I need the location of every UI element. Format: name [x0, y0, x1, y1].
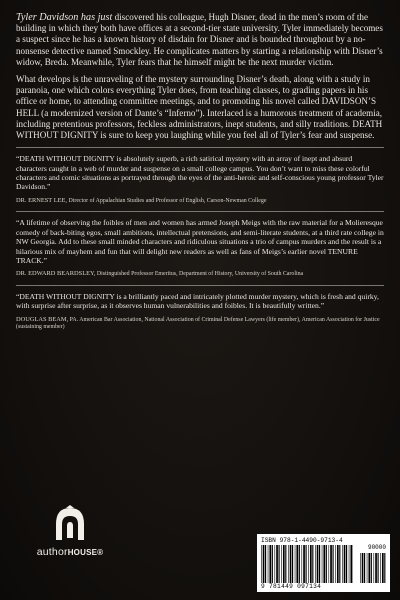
- barcode-bar: [344, 545, 346, 583]
- barcode-bar: [339, 545, 340, 583]
- addon-barcode-bars: [360, 553, 386, 583]
- barcode-bar: [283, 545, 285, 583]
- barcode-bar: [337, 545, 339, 583]
- barcode-bar: [317, 545, 319, 583]
- barcode-bar: [349, 545, 350, 583]
- reviewer-title: PA. American Bar Association, National Association of Criminal Defense Lawyers (life member), American Association for Justice (sustaining member): [16, 316, 380, 331]
- price-code: 90000: [367, 544, 386, 551]
- barcode-bar: [346, 545, 347, 583]
- synopsis-p1-text: discovered his colleague, Hugh Disner, dead in the men’s room of the building in which they both have offices at a second-tier state university. Tyler immediately becomes a suspect since he has a known history of disdain for Disner and is bounded throughout by a no-nonsense detective named Smockley. He complicates matters by starting a relationship with Disner’s widow, Breda. Meanwhile, Tyler fears that he himself might be the next murder victim.: [16, 12, 383, 67]
- barcode-bar: [276, 545, 278, 583]
- barcode-bar: [322, 545, 323, 583]
- barcode-bar: [335, 545, 336, 583]
- barcode-bar: [272, 545, 273, 583]
- review-attribution: [16, 316, 384, 332]
- barcode-bar: [378, 553, 379, 583]
- barcode-bar: [360, 553, 361, 583]
- divider: [16, 285, 384, 286]
- barcode-bar: [279, 545, 280, 583]
- authorhouse-logo-icon: [52, 504, 88, 544]
- isbn-label: ISBN 978-1-4490-9713-4: [261, 537, 343, 544]
- barcode-bar: [268, 545, 269, 583]
- synopsis-lead: Tyler Davidson has just: [16, 12, 113, 23]
- barcode-bar: [350, 545, 352, 583]
- barcode-bar: [288, 545, 289, 583]
- divider: [16, 147, 384, 148]
- barcode-bar: [374, 553, 375, 583]
- reviewer-name: DOUGLAS BEAM,: [16, 315, 69, 323]
- barcode-bar: [323, 545, 325, 583]
- barcode-bar: [303, 545, 305, 583]
- barcode-bar: [265, 545, 266, 583]
- barcode-bar: [375, 553, 377, 583]
- review-quote: “A lifetime of observing the foibles of men and women has armed Joseph Meigs with the raw material for a Molieresque comedy of back-biting egos, small ambitions, intellectual pretensions, and semi-literate students, at a third rate college in NW Georgia. Add to these small minded characters and ridiculous situations a trio of campus murders and the result is a hilarious mix of mayhem and fun that will delight new readers as well as fans of Meigs’s earlier novel TENURE TRACK.”: [16, 218, 384, 266]
- review-attribution: [16, 270, 384, 279]
- publisher-name: authorHOUSE®: [36, 546, 104, 558]
- barcode-bar: [310, 545, 312, 583]
- barcode-bar: [319, 545, 320, 583]
- synopsis-paragraph-2: What develops is the unraveling of the mystery surrounding Disner’s death, along with a study in paranoia, one which colors everything Tyler does, from teaching classes, to grading papers in his office or home, to attending committee meetings, and to promoting his novel called DAVIDSON’S HELL (a modernized version of Dante’s “Inferno”). Interlaced is a humorous treatment of academia, including pretentious professors, feckless administrators, inept students, and silly traditions. DEATH WITHOUT DIGNITY is sure to keep you laughing while you feel all of Tyler’s fear and suspense.: [16, 74, 383, 141]
- barcode-bar: [362, 553, 364, 583]
- barcode-bar: [290, 545, 292, 583]
- reviewer-title: Distinguished Professor Emeritus, Department of History, University of South Carolina: [95, 271, 304, 278]
- barcode-bar: [384, 553, 385, 583]
- barcode-bar: [263, 545, 265, 583]
- barcode-bar: [306, 545, 307, 583]
- barcode-bar: [285, 545, 286, 583]
- barcode-bar: [281, 545, 282, 583]
- barcode-bar: [261, 545, 262, 583]
- barcode-bar: [368, 553, 370, 583]
- barcode-bar: [367, 553, 368, 583]
- barcode-bar: [333, 545, 334, 583]
- barcode-bar: [330, 545, 332, 583]
- publisher-logo: [30, 504, 110, 558]
- reviewer-name: DR. ERNEST LEE,: [16, 196, 68, 204]
- barcode-bar: [275, 545, 276, 583]
- barcode-bar: [371, 553, 372, 583]
- barcode-bar: [302, 545, 303, 583]
- barcode-bar: [308, 545, 309, 583]
- barcode: [257, 534, 390, 592]
- barcode-bar: [292, 545, 293, 583]
- barcode-bar: [295, 545, 296, 583]
- reviewer-title: Director of Appalachian Studies and Professor of English, Carson-Newman College: [67, 197, 267, 204]
- barcode-bar: [329, 545, 330, 583]
- review-attribution: [16, 197, 384, 206]
- ean-barcode-bars: [261, 545, 353, 583]
- review-quote: “DEATH WITHOUT DIGNITY is a brilliantly paced and intricately plotted murder mystery, which is fresh and quirky, with surprise after surprise, as it observes human vulnerabilities and foibles. It is beautifully written.”: [16, 292, 379, 311]
- barcode-bar: [364, 553, 365, 583]
- reviewer-name: DR. EDWARD BEARDSLEY,: [16, 270, 96, 278]
- barcode-bar: [299, 545, 300, 583]
- barcode-bar: [382, 553, 384, 583]
- synopsis-paragraph-1: [16, 12, 384, 68]
- review-quote: “DEATH WITHOUT DIGNITY is absolutely superb, a rich satirical mystery with an array of inept and absurd characters caught in a web of murder and suspense on a small college campus. You don’t want to miss these colorful characters and comic situations as portrayed through the eyes of the anti-heroic and self-conscious young professor Tyler Davidson.”: [16, 154, 384, 192]
- divider: [16, 211, 384, 212]
- barcode-bar: [296, 545, 298, 583]
- barcode-bar: [269, 545, 271, 583]
- barcode-bar: [312, 545, 313, 583]
- barcode-number: 9 781449 097134: [261, 583, 322, 590]
- barcode-bar: [342, 545, 343, 583]
- barcode-bar: [380, 553, 381, 583]
- barcode-bar: [326, 545, 327, 583]
- barcode-bar: [315, 545, 316, 583]
